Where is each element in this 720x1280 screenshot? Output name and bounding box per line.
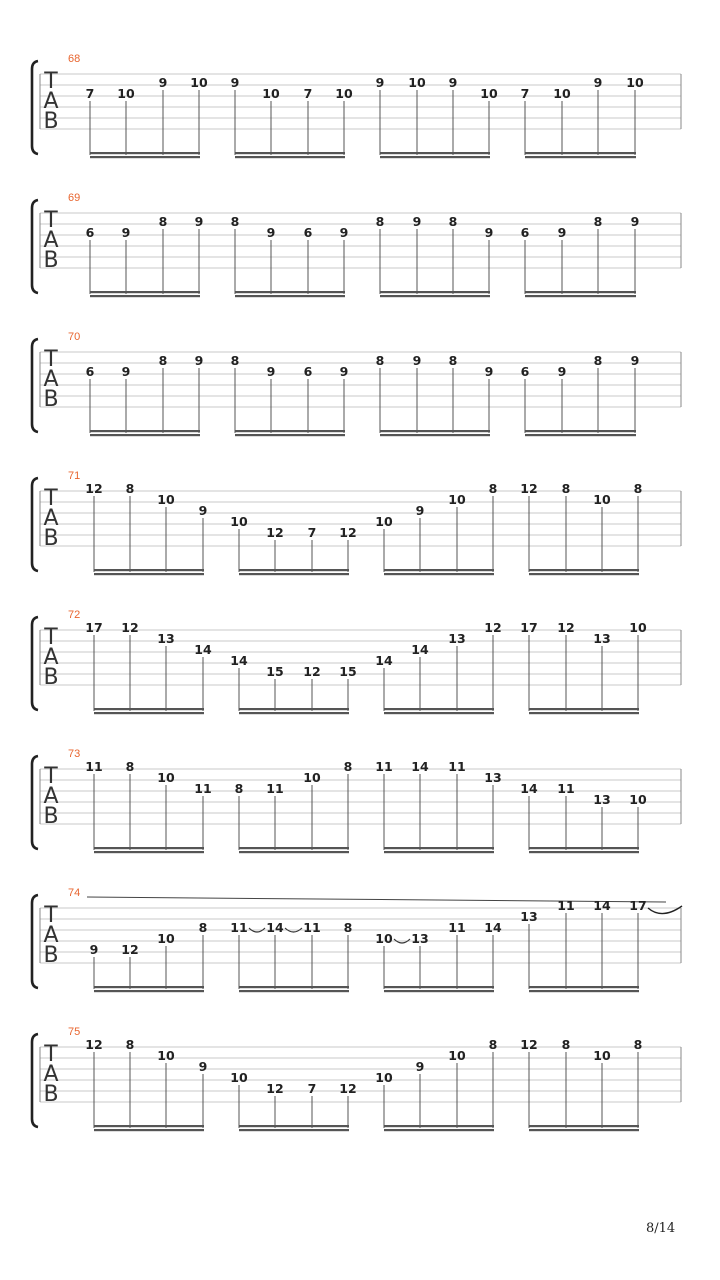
tab-system-74 [32, 887, 682, 992]
beam-secondary [235, 295, 345, 297]
beam-secondary [529, 1129, 639, 1131]
fret-number: 9 [415, 503, 425, 518]
fret-number: 12 [339, 1081, 357, 1096]
fret-number: 11 [557, 898, 575, 913]
fret-number: 9 [121, 364, 131, 379]
fret-number: 9 [630, 214, 640, 229]
beam-secondary [239, 712, 349, 714]
fret-number: 11 [448, 920, 466, 935]
measure-number: 74 [68, 887, 81, 899]
fret-number: 8 [158, 353, 168, 368]
fret-number: 9 [412, 214, 422, 229]
beam-secondary [94, 712, 204, 714]
fret-number: 13 [484, 770, 502, 785]
beam-secondary [94, 851, 204, 853]
beam-secondary [384, 1129, 494, 1131]
page-number: 8/14 [646, 1221, 676, 1236]
tab-system-75 [32, 1026, 681, 1131]
fret-number: 12 [520, 481, 538, 496]
fret-number: 12 [339, 525, 357, 540]
measure-number: 71 [68, 470, 81, 482]
fret-number: 10 [157, 1048, 175, 1063]
fret-number: 11 [230, 920, 248, 935]
fret-number: 8 [633, 1037, 643, 1052]
beam-primary [380, 152, 490, 154]
tab-clef-letter: B [43, 943, 59, 968]
fret-number: 9 [89, 942, 99, 957]
beam-primary [235, 291, 345, 293]
beam-secondary [529, 712, 639, 714]
fret-number: 10 [375, 1070, 393, 1085]
fret-number: 10 [157, 770, 175, 785]
beam-primary [94, 708, 204, 710]
beam-primary [239, 847, 349, 849]
fret-number: 10 [448, 1048, 466, 1063]
fret-number: 12 [85, 481, 103, 496]
fret-number: 13 [157, 631, 175, 646]
beam-secondary [90, 434, 200, 436]
beam-secondary [384, 712, 494, 714]
fret-number: 12 [557, 620, 575, 635]
fret-number: 13 [520, 909, 538, 924]
fret-number: 8 [198, 920, 208, 935]
fret-number: 9 [448, 75, 458, 90]
beam-primary [380, 291, 490, 293]
beam-secondary [90, 156, 200, 158]
fret-number: 8 [343, 759, 353, 774]
fret-number: 13 [593, 792, 611, 807]
measure-number: 72 [68, 609, 81, 621]
fret-number: 11 [375, 759, 393, 774]
fret-number: 6 [85, 225, 95, 240]
tab-clef-letter: B [43, 248, 59, 273]
system-brace [32, 339, 38, 432]
beam-primary [94, 986, 204, 988]
fret-number: 8 [343, 920, 353, 935]
beam-secondary [94, 573, 204, 575]
fret-number: 9 [194, 353, 204, 368]
beam-secondary [239, 573, 349, 575]
fret-number: 13 [411, 931, 429, 946]
fret-number: 15 [339, 664, 357, 679]
system-brace [32, 61, 38, 154]
tab-clef-letter: A [43, 784, 59, 809]
fret-number: 10 [230, 1070, 248, 1085]
fret-number: 10 [262, 86, 280, 101]
system-brace [32, 200, 38, 293]
fret-number: 9 [484, 364, 494, 379]
tab-clef-letter: T [44, 69, 58, 94]
fret-number: 12 [303, 664, 321, 679]
beam-secondary [235, 434, 345, 436]
fret-number: 10 [593, 492, 611, 507]
fret-number: 7 [303, 86, 313, 101]
fret-number: 8 [375, 353, 385, 368]
measure-number: 68 [68, 53, 81, 65]
beam-primary [525, 430, 636, 432]
fret-number: 9 [198, 503, 208, 518]
tab-clef-letter: B [43, 804, 59, 829]
fret-number: 15 [266, 664, 284, 679]
beam-primary [94, 847, 204, 849]
beam-secondary [525, 156, 636, 158]
fret-number: 12 [85, 1037, 103, 1052]
fret-number: 8 [633, 481, 643, 496]
tab-clef-letter: B [43, 387, 59, 412]
tab-clef-letter: A [43, 367, 59, 392]
fret-number: 9 [266, 225, 276, 240]
fret-number: 9 [415, 1059, 425, 1074]
fret-number: 14 [230, 653, 248, 668]
fret-number: 6 [303, 225, 313, 240]
fret-number: 9 [339, 225, 349, 240]
fret-number: 13 [448, 631, 466, 646]
fret-number: 12 [266, 1081, 284, 1096]
fret-number: 14 [375, 653, 393, 668]
beam-primary [94, 569, 204, 571]
beam-secondary [384, 851, 494, 853]
measure-number: 73 [68, 748, 81, 760]
fret-number: 9 [484, 225, 494, 240]
beam-secondary [90, 295, 200, 297]
fret-number: 9 [230, 75, 240, 90]
fret-number: 9 [557, 364, 567, 379]
fret-number: 8 [593, 353, 603, 368]
beam-primary [235, 430, 345, 432]
fret-number: 10 [408, 75, 426, 90]
beam-primary [384, 847, 494, 849]
fret-number: 9 [630, 353, 640, 368]
fret-number: 8 [593, 214, 603, 229]
tab-clef-letter: T [44, 903, 58, 928]
fret-number: 12 [520, 1037, 538, 1052]
fret-number: 8 [158, 214, 168, 229]
system-brace [32, 478, 38, 571]
fret-number: 10 [117, 86, 135, 101]
tab-clef-letter: A [43, 89, 59, 114]
beam-primary [90, 152, 200, 154]
fret-number: 9 [121, 225, 131, 240]
fret-number: 10 [190, 75, 208, 90]
fret-number: 11 [85, 759, 103, 774]
beam-secondary [529, 851, 639, 853]
fret-number: 7 [307, 1081, 317, 1096]
fret-number: 11 [557, 781, 575, 796]
beam-secondary [529, 990, 639, 992]
measure-number: 70 [68, 331, 81, 343]
fret-number: 10 [303, 770, 321, 785]
beam-secondary [529, 573, 639, 575]
beam-secondary [94, 990, 204, 992]
fret-number: 8 [125, 1037, 135, 1052]
tab-clef-letter: B [43, 665, 59, 690]
tab-clef-letter: A [43, 1062, 59, 1087]
fret-number: 11 [448, 759, 466, 774]
fret-number: 10 [480, 86, 498, 101]
fret-number: 17 [85, 620, 103, 635]
fret-number: 12 [121, 942, 139, 957]
fret-number: 10 [629, 792, 647, 807]
fret-number: 10 [157, 492, 175, 507]
tab-clef-letter: T [44, 347, 58, 372]
fret-number: 8 [125, 759, 135, 774]
beam-primary [384, 569, 494, 571]
beam-primary [235, 152, 345, 154]
beam-primary [239, 1125, 349, 1127]
system-brace [32, 756, 38, 849]
fret-number: 9 [198, 1059, 208, 1074]
fret-number: 6 [303, 364, 313, 379]
guide-line [87, 897, 666, 902]
fret-number: 14 [593, 898, 611, 913]
tab-clef-letter: T [44, 1042, 58, 1067]
tie-end [648, 906, 682, 914]
beam-secondary [380, 156, 490, 158]
fret-number: 9 [412, 353, 422, 368]
fret-number: 10 [553, 86, 571, 101]
beam-primary [529, 708, 639, 710]
system-brace [32, 617, 38, 710]
tab-system-73 [32, 748, 681, 853]
fret-number: 12 [121, 620, 139, 635]
beam-secondary [94, 1129, 204, 1131]
tab-system-71 [32, 470, 681, 575]
beam-secondary [525, 434, 636, 436]
beam-secondary [235, 156, 345, 158]
beam-primary [380, 430, 490, 432]
beam-secondary [380, 434, 490, 436]
tab-system-69 [32, 192, 681, 297]
fret-number: 14 [484, 920, 502, 935]
tab-system-72 [32, 609, 681, 714]
tab-clef-letter: T [44, 625, 58, 650]
beam-secondary [384, 573, 494, 575]
fret-number: 10 [157, 931, 175, 946]
beam-primary [239, 986, 349, 988]
tab-clef-letter: T [44, 764, 58, 789]
fret-number: 14 [194, 642, 212, 657]
fret-number: 17 [520, 620, 538, 635]
measure-number: 69 [68, 192, 81, 204]
fret-number: 10 [629, 620, 647, 635]
tab-clef-letter: T [44, 208, 58, 233]
beam-primary [529, 569, 639, 571]
fret-number: 10 [375, 514, 393, 529]
beam-secondary [239, 851, 349, 853]
beam-primary [384, 986, 494, 988]
beam-primary [529, 1125, 639, 1127]
fret-number: 14 [411, 759, 429, 774]
beam-primary [384, 708, 494, 710]
tab-clef-letter: A [43, 645, 59, 670]
tab-clef-letter: A [43, 506, 59, 531]
beam-secondary [380, 295, 490, 297]
beam-secondary [239, 1129, 349, 1131]
fret-number: 14 [411, 642, 429, 657]
fret-number: 8 [448, 353, 458, 368]
beam-secondary [525, 295, 636, 297]
fret-number: 8 [230, 214, 240, 229]
fret-number: 9 [375, 75, 385, 90]
fret-number: 11 [194, 781, 212, 796]
fret-number: 9 [194, 214, 204, 229]
fret-number: 10 [626, 75, 644, 90]
fret-number: 7 [307, 525, 317, 540]
fret-number: 10 [335, 86, 353, 101]
fret-number: 10 [448, 492, 466, 507]
beam-secondary [384, 990, 494, 992]
beam-primary [90, 430, 200, 432]
fret-number: 13 [593, 631, 611, 646]
fret-number: 8 [488, 1037, 498, 1052]
fret-number: 8 [561, 481, 571, 496]
tab-clef-letter: A [43, 923, 59, 948]
fret-number: 10 [593, 1048, 611, 1063]
fret-number: 8 [488, 481, 498, 496]
fret-number: 6 [520, 225, 530, 240]
tab-clef-letter: A [43, 228, 59, 253]
beam-primary [525, 291, 636, 293]
fret-number: 9 [557, 225, 567, 240]
fret-number: 6 [85, 364, 95, 379]
fret-number: 14 [266, 920, 284, 935]
fret-number: 9 [593, 75, 603, 90]
beam-primary [529, 847, 639, 849]
fret-number: 9 [158, 75, 168, 90]
tab-clef-letter: T [44, 486, 58, 511]
fret-number: 10 [375, 931, 393, 946]
fret-number: 8 [125, 481, 135, 496]
fret-number: 17 [629, 898, 647, 913]
fret-number: 8 [448, 214, 458, 229]
beam-primary [525, 152, 636, 154]
fret-number: 14 [520, 781, 538, 796]
system-brace [32, 895, 38, 988]
fret-number: 6 [520, 364, 530, 379]
fret-number: 8 [234, 781, 244, 796]
beam-secondary [239, 990, 349, 992]
fret-number: 12 [484, 620, 502, 635]
fret-number: 8 [561, 1037, 571, 1052]
fret-number: 9 [266, 364, 276, 379]
fret-number: 12 [266, 525, 284, 540]
beam-primary [239, 569, 349, 571]
tab-clef-letter: B [43, 1082, 59, 1107]
fret-number: 10 [230, 514, 248, 529]
beam-primary [384, 1125, 494, 1127]
fret-number: 7 [85, 86, 95, 101]
beam-primary [94, 1125, 204, 1127]
fret-number: 8 [375, 214, 385, 229]
tab-clef-letter: B [43, 526, 59, 551]
fret-number: 9 [339, 364, 349, 379]
tab-system-70 [32, 331, 681, 436]
measure-number: 75 [68, 1026, 81, 1038]
fret-number: 7 [520, 86, 530, 101]
beam-primary [90, 291, 200, 293]
tab-clef-letter: B [43, 109, 59, 134]
fret-number: 8 [230, 353, 240, 368]
tab-system-68 [32, 53, 681, 158]
beam-primary [529, 986, 639, 988]
system-brace [32, 1034, 38, 1127]
fret-number: 11 [303, 920, 321, 935]
fret-number: 11 [266, 781, 284, 796]
beam-primary [239, 708, 349, 710]
